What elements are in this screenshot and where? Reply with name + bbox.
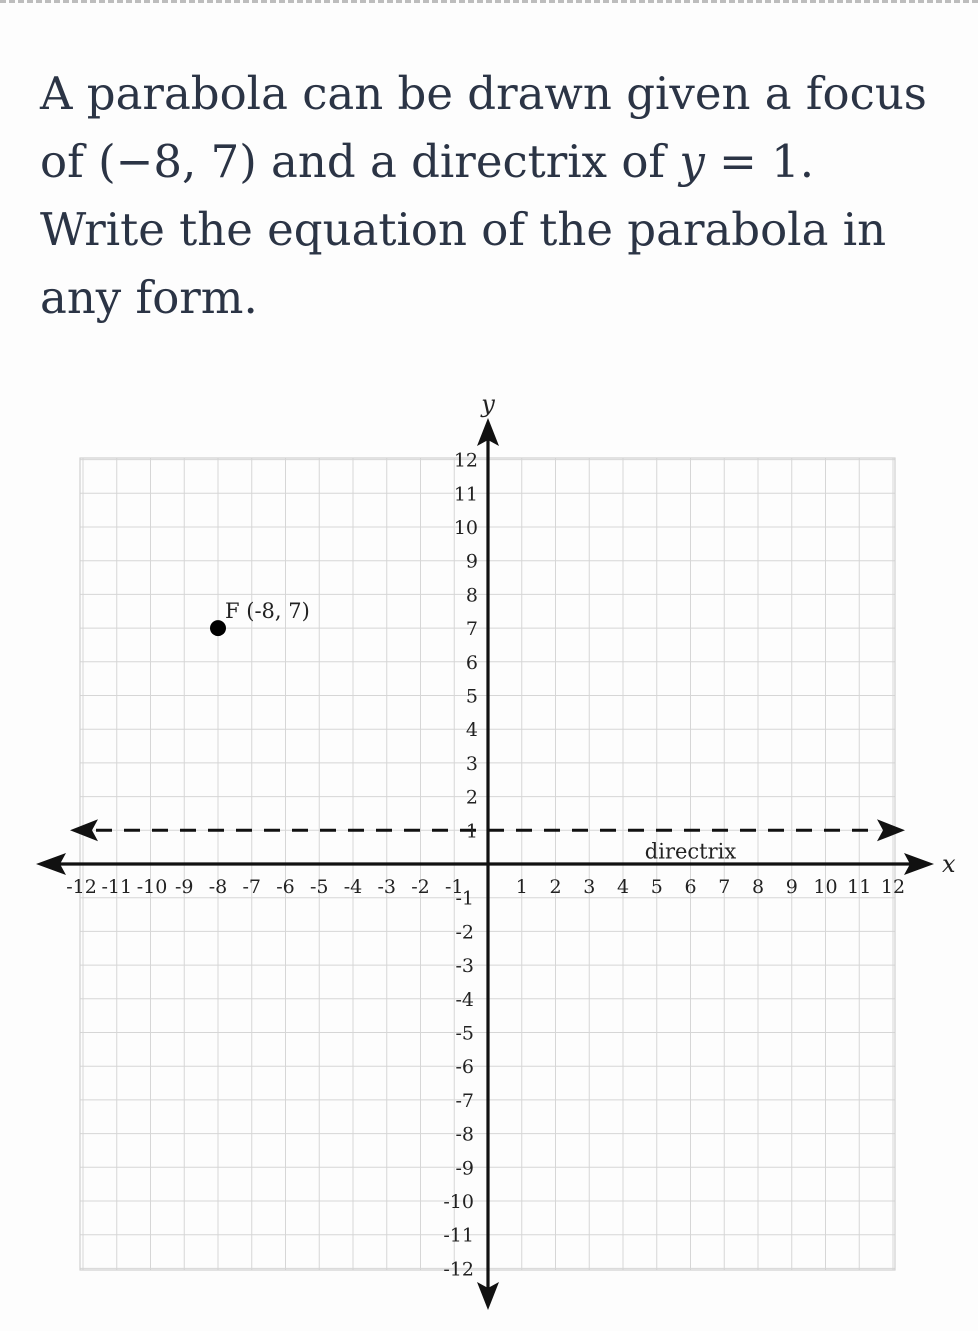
x-tick-label: 2 xyxy=(549,876,562,898)
y-tick-label: 2 xyxy=(465,786,478,809)
x-tick-label: 6 xyxy=(684,876,697,898)
y-tick-label: 3 xyxy=(465,752,478,775)
focus-math: (−8, 7) xyxy=(98,135,257,188)
y-tick-label: -7 xyxy=(455,1089,474,1112)
y-tick-label: -2 xyxy=(455,921,474,944)
y-tick-label: 8 xyxy=(465,584,478,607)
x-tick-label: 12 xyxy=(880,876,906,898)
y-tick-label: -12 xyxy=(443,1258,474,1281)
x-tick-labels xyxy=(66,876,905,898)
y-tick-label: 7 xyxy=(465,618,478,641)
y-tick-label: 9 xyxy=(465,550,478,573)
y-tick-label: -10 xyxy=(443,1191,474,1213)
coordinate-graph xyxy=(0,380,978,1320)
x-tick-label: 7 xyxy=(718,876,731,898)
x-tick-label: -11 xyxy=(101,876,133,898)
x-tick-label: 3 xyxy=(583,876,596,898)
y-tick-label: -8 xyxy=(455,1123,474,1146)
focus-point xyxy=(210,620,226,636)
y-tick-label: -9 xyxy=(455,1157,474,1180)
x-tick-label: -8 xyxy=(208,876,228,898)
x-tick-label: -10 xyxy=(136,876,168,898)
y-tick-label: -1 xyxy=(455,887,474,910)
x-tick-label: 8 xyxy=(751,876,765,898)
y-tick-label: 6 xyxy=(465,651,478,674)
y-tick-label: 12 xyxy=(453,449,478,472)
top-divider xyxy=(0,0,978,3)
x-tick-label: 5 xyxy=(650,876,663,898)
y-axis-label: y xyxy=(481,390,495,418)
x-tick-label: -2 xyxy=(411,876,430,898)
y-tick-label: 5 xyxy=(465,685,478,708)
y-tick-label: 1 xyxy=(465,820,478,843)
directrix-equation: = 1 xyxy=(704,135,800,188)
directrix-label: directrix xyxy=(644,839,737,864)
x-tick-label: -6 xyxy=(276,876,295,898)
axes xyxy=(36,390,956,1310)
y-tick-label: -3 xyxy=(455,955,474,978)
y-tick-label: -6 xyxy=(455,1056,474,1079)
x-tick-label: 10 xyxy=(813,876,838,898)
y-tick-label: -5 xyxy=(455,1022,474,1045)
x-axis-label: x xyxy=(942,850,956,878)
x-tick-label: -4 xyxy=(343,876,363,898)
y-tick-label: 11 xyxy=(453,483,478,506)
y-tick-label: -11 xyxy=(443,1224,474,1247)
question-part2: and a directrix of xyxy=(256,135,680,188)
x-tick-label: 4 xyxy=(616,876,630,898)
points xyxy=(210,599,310,636)
focus-label: F (-8, 7) xyxy=(225,599,310,624)
x-tick-label: -5 xyxy=(309,876,329,898)
x-tick-label: -9 xyxy=(174,876,194,898)
x-tick-label: -12 xyxy=(66,876,97,898)
y-tick-label: 4 xyxy=(465,719,478,742)
question-text xyxy=(40,60,940,332)
x-tick-label: -7 xyxy=(242,876,262,898)
directrix-variable: y xyxy=(679,135,705,188)
x-tick-label: 9 xyxy=(785,876,798,898)
y-tick-label: 10 xyxy=(453,517,478,539)
question-part1: A parabola can be drawn given a focus of xyxy=(40,67,927,188)
question-part3: . Write the equation of the parabola in any form. xyxy=(40,135,887,324)
directrix-math xyxy=(679,135,799,188)
x-tick-label: 11 xyxy=(847,876,872,898)
x-tick-label: -1 xyxy=(444,876,464,898)
x-tick-label: -3 xyxy=(377,876,397,898)
y-tick-label: -4 xyxy=(455,988,474,1011)
x-tick-label: 1 xyxy=(515,876,528,898)
